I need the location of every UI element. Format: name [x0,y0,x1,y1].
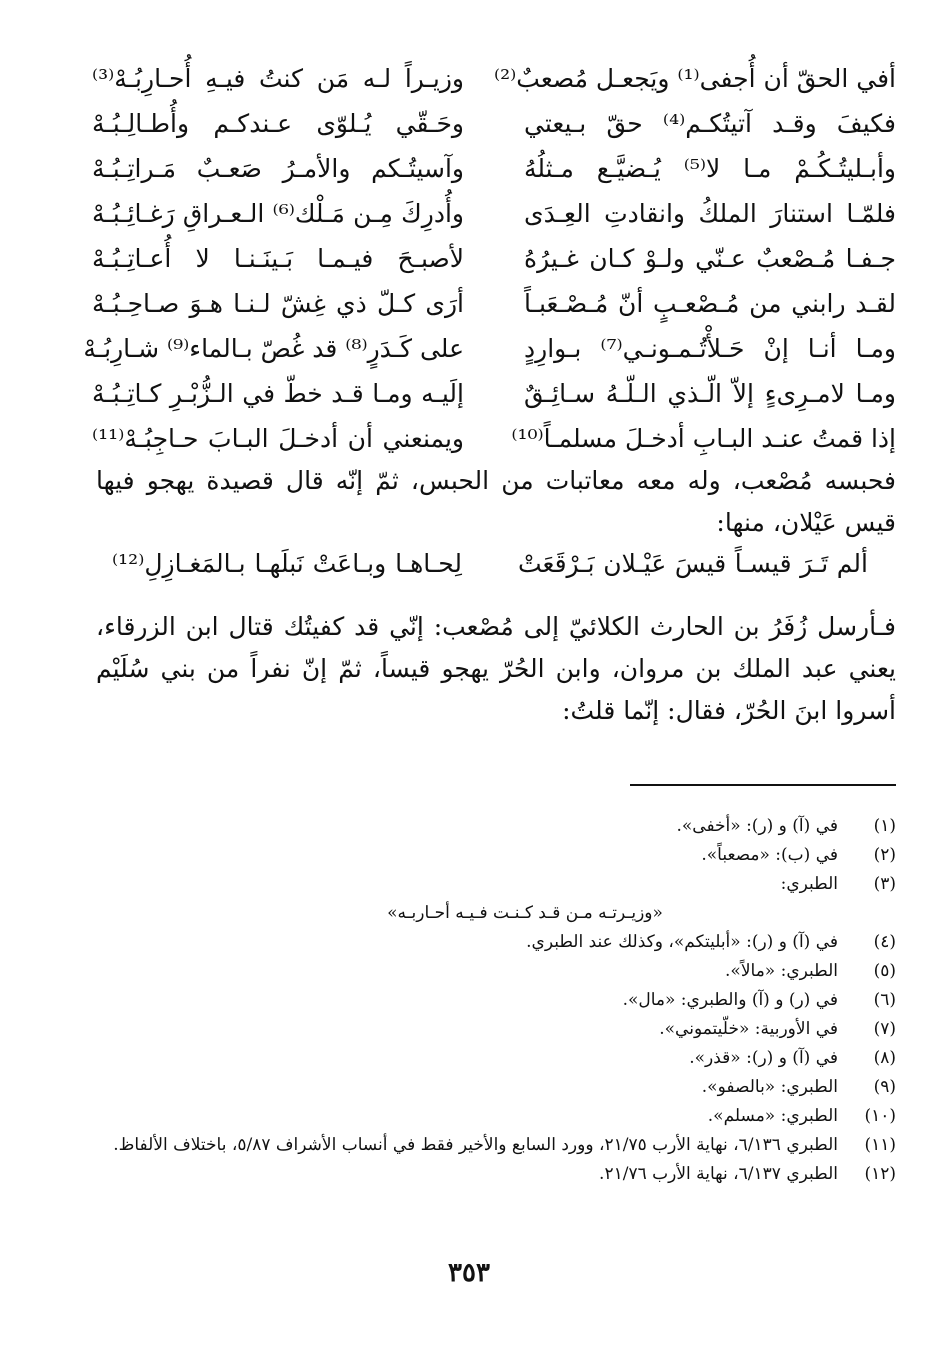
poem-verse [92,416,896,461]
verse-second-hemistich: وآسيتُـكم والأمـرُ صَعـبٌ مَـراتِـبُـهْ [92,153,464,183]
footnote [92,899,896,928]
footnote-text: الطبري: «مالاً». [725,961,838,981]
poem-verse [92,101,896,146]
poem-verse [92,146,896,191]
footnote [92,870,896,899]
poem-verse [92,191,896,236]
poem-verse [92,281,896,326]
verse-first-hemistich: جـفـا مُـصْعبٌ عـنّي ولـوْ كـان غـيرُهُ [524,243,896,273]
footnote-number: (٦) [873,990,896,1010]
single-verse [112,547,868,581]
footnote [92,957,896,986]
verse-first-hemistich: ومـا لامـرِىءٍ إلاّ الّـذي الـلّـهُ سـائِـقٌ [524,378,896,408]
verse-first-hemistich: أفي الحقّ أن أُجفى⁽¹⁾ ويَجعـل مُصعبٌ⁽²⁾ [493,63,896,93]
footnote-text: في (آ) و (ر): «قذر». [689,1048,838,1068]
footnote-text: الطبري: «مسلم». [707,1106,838,1126]
footnote-text: في (آ) و (ر): «أبليتكم»، وكذلك عند الطبري. [526,932,838,952]
footnote-text: الطبري ٦/١٣٧، نهاية الأرب ٢١/٧٦. [599,1164,838,1184]
footnote-text: الطبري ٦/١٣٦، نهاية الأرب ٢١/٧٥، وورد السابع والأخير فقط في أنساب الأشراف ٥/٨٧، باختلاف الألفاظ. [113,1135,838,1155]
verse-second-hemistich: لأصبـحَ فيـمـا بَـينَـنـا لا أُعـاتِـبُـهْ [92,243,464,273]
poem-verse [83,326,897,371]
verse-first-hemistich: ألم تَـرَ قيسـاً قيسَ عَيْـلان بَـرْقَعَتْ [518,549,868,578]
footnote-text: في (ر) و (آ) والطبري: «مال». [622,990,838,1010]
footnote-text: في (آ) و (ر): «أخفى». [676,816,838,836]
footnote-number: (٥) [873,961,896,981]
poem-verse [92,371,896,416]
footnote-number: (٧) [873,1019,896,1039]
footnote-number: (١١) [864,1135,896,1155]
verse-second-hemistich: وأُدرِكَ مِـن مَـلْك⁽⁶⁾ الـعـراقِ رَغـائِـبُـهْ [92,198,464,228]
verse-first-hemistich: وأبـليتُـكُـمْ مـا لا⁽⁵⁾ يُـضيَّـع مـثلُهُ [524,153,896,183]
footnote [92,1015,896,1044]
footnote-number: (٣) [873,874,896,894]
footnote [92,1131,896,1160]
verse-first-hemistich: ومـا أنـا إنْ حَـلأْتُـمـونـي⁽⁷⁾ بـوارِدٍ [524,333,897,363]
footnote-number: (٤) [873,932,896,952]
footnote-number: (١٢) [864,1164,896,1184]
footnote-quoted-verse: «وزيـرتـه مـن قـد كـنـت فـيـه أحـاربـه» [387,903,663,923]
footnotes [92,812,896,1189]
footnote-text: في (ب): «مصعباً». [701,845,838,865]
footnote-number: (١) [873,816,896,836]
page-number: ٣٥٣ [448,1258,490,1288]
footnote-text: الطبري: «بالصفو». [701,1077,838,1097]
footnote-number [838,899,896,928]
footnote-text: الطبري: [780,874,838,894]
verse-second-hemistich: وحَـقّي يُـلوّى عـندكـم وأُطـالِـبُـهْ [92,108,464,138]
footnote [92,986,896,1015]
footnote [92,1044,896,1073]
footnote [92,928,896,957]
footnote [92,1102,896,1131]
footnote-number: (١٠) [864,1106,896,1126]
poem [83,56,897,461]
footnote-text: في الأوربية: «خلّيتموني». [659,1019,838,1039]
prose-paragraph-2: فـأرسل زُفَرُ بن الحارث الكلائيّ إلى مُصْعب: إنّي قد كفيتُك قتال ابن الزرقاء، يعني عبد الملك بن مروان، وابن الحُرّ يهجو قيساً، ثمّ إنّ نفراً من بني سُلَيْم أسروا ابنَ الحُرّ، فقال: إنّما قلتُ: [96,612,896,725]
footnote-number: (٨) [873,1048,896,1068]
verse-second-hemistich: وزيـراً لـه مَن كنتُ فيـهِ أُحـارِبُـهْ⁽³⁾ [92,63,464,93]
footnote [92,841,896,870]
poem-verse [92,56,896,101]
poem-verse [92,236,896,281]
verse-first-hemistich: لقـد رابني من مُـصْعـبٍ أنّ مُـصْـعَبـاً [524,288,896,318]
verse-first-hemistich: فكيفَ وقـد آتيتُكـم⁽⁴⁾ حقّ بـيعتي [524,108,896,138]
verse-second-hemistich: ويمنعني أن أدخـلَ البـابَ حـاجِبُـهْ⁽¹¹⁾ [92,423,464,453]
verse-second-hemistich: على كَـدَرٍ⁽⁸⁾ قد غُصّ بـالماء⁽⁹⁾ شـارِبُـهْ [83,333,464,363]
footnote [92,812,896,841]
footnote [92,1073,896,1102]
verse-first-hemistich: فلمّـا استنارَ الملكُ وانقادتِ العِـدَى [524,198,896,228]
footnote-divider [630,784,896,786]
footnote-number: (٩) [873,1077,896,1097]
verse-second-hemistich: لِحـاهـا وبـاعَتْ نَبلَهـا بـالمَغـازِلِ⁽¹²⁾ [112,549,462,578]
footnote [92,1160,896,1189]
verse-first-hemistich: إذا قمتُ عنـد البـابِ أدخـلَ مسلمـاً⁽¹⁰⁾ [511,423,896,453]
prose-paragraph-1: فحبسه مُصْعب، وله معه معاتبات من الحبس، ثمّ إنّه قال قصيدة يهجو فيها قيس عَيْلان، منها: [96,466,896,537]
verse-second-hemistich: إلَيـه ومـا قـد خطّ في الـزُّبْـرِ كـاتِـبُـهْ [92,378,464,408]
footnote-number: (٢) [873,845,896,865]
verse-second-hemistich: أرَى كـلّ ذي غِشّ لـنـا هـوَ صـاحِـبُـهْ [92,288,464,318]
